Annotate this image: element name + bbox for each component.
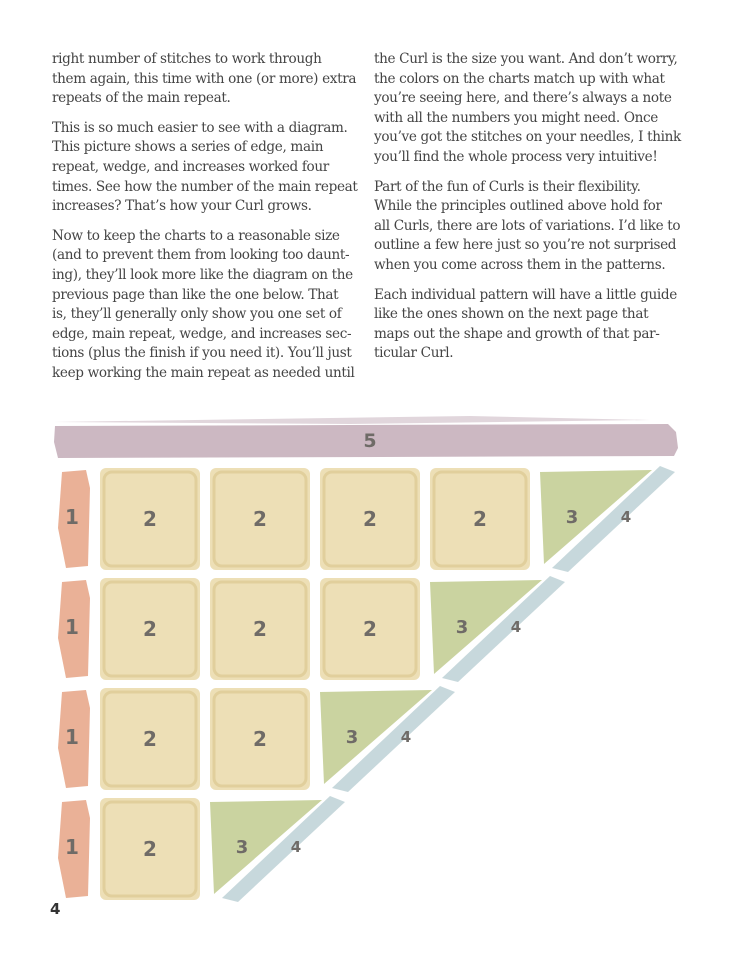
increases-label: 4 [290, 838, 302, 856]
wedge-label: 3 [345, 727, 359, 748]
edge-label: 1 [65, 725, 79, 749]
main-repeat-label: 2 [363, 617, 377, 641]
main-repeat-label: 2 [253, 617, 267, 641]
wedge-section [540, 470, 652, 564]
wedge-section [430, 580, 542, 674]
increases-label: 4 [510, 618, 522, 636]
wedge-section [320, 690, 432, 784]
main-repeat-label: 2 [363, 507, 377, 531]
main-repeat-label: 2 [253, 507, 267, 531]
finish-label: 5 [363, 430, 377, 452]
left-paragraph-1: right number of stitches to work through them again, this time with one (or more) extra repeats of the main repeat. [52, 51, 357, 107]
left-paragraph-3: Now to keep the charts to a reasonable size (and to prevent them from looking too daunt- ing), they’ll look more like the diagram on the previous page than like the one below. That is, they’ll generally only show you one set of edge, main repeat, wedge, and increases sec- tions (plus the finish if you need it). You’ll just keep working the main repeat as needed until [52, 227, 355, 381]
increases-label: 4 [400, 728, 412, 746]
main-repeat-label: 2 [143, 617, 157, 641]
left-text-column [52, 50, 362, 394]
curl-growth-diagram [50, 412, 690, 912]
left-paragraph-2: This is so much easier to see with a diagram. This picture shows a series of edge, main repeat, wedge, and increases worked four times. See how the number of the main repeat increases? That’s how your Curl grows. [52, 119, 358, 215]
main-repeat-label: 2 [143, 837, 157, 861]
finish-band-stroke [54, 416, 650, 424]
right-paragraph-3: Each individual pattern will have a little guide like the ones shown on the next page that maps out the shape and growth of that par- ticular Curl. [374, 286, 677, 362]
edge-label: 1 [65, 835, 79, 859]
increases-label: 4 [620, 508, 632, 526]
main-repeat-label: 2 [253, 727, 267, 751]
page-number: 4 [50, 900, 61, 918]
main-repeat-label: 2 [143, 507, 157, 531]
right-paragraph-2: Part of the fun of Curls is their flexibility. While the principles outlined above hold for all Curls, there are lots of variations. I’d like to outline a few here just so you’re not surprised when you come across them in the patterns. [374, 178, 681, 273]
wedge-label: 3 [565, 507, 579, 528]
right-paragraph-1: the Curl is the size you want. And don’t worry, the colors on the charts match up with what you’re seeing here, and there’s always a note with all the numbers you might need. Once you’ve got the stitches on your needles, I think you’ll find the whole process very intuitive! [374, 51, 681, 165]
main-repeat-label: 2 [143, 727, 157, 751]
wedge-label: 3 [235, 837, 249, 858]
main-repeat-label: 2 [473, 507, 487, 531]
edge-label: 1 [65, 505, 79, 529]
edge-label: 1 [65, 615, 79, 639]
right-text-column [374, 50, 686, 374]
wedge-label: 3 [455, 617, 469, 638]
wedge-section [210, 800, 322, 894]
